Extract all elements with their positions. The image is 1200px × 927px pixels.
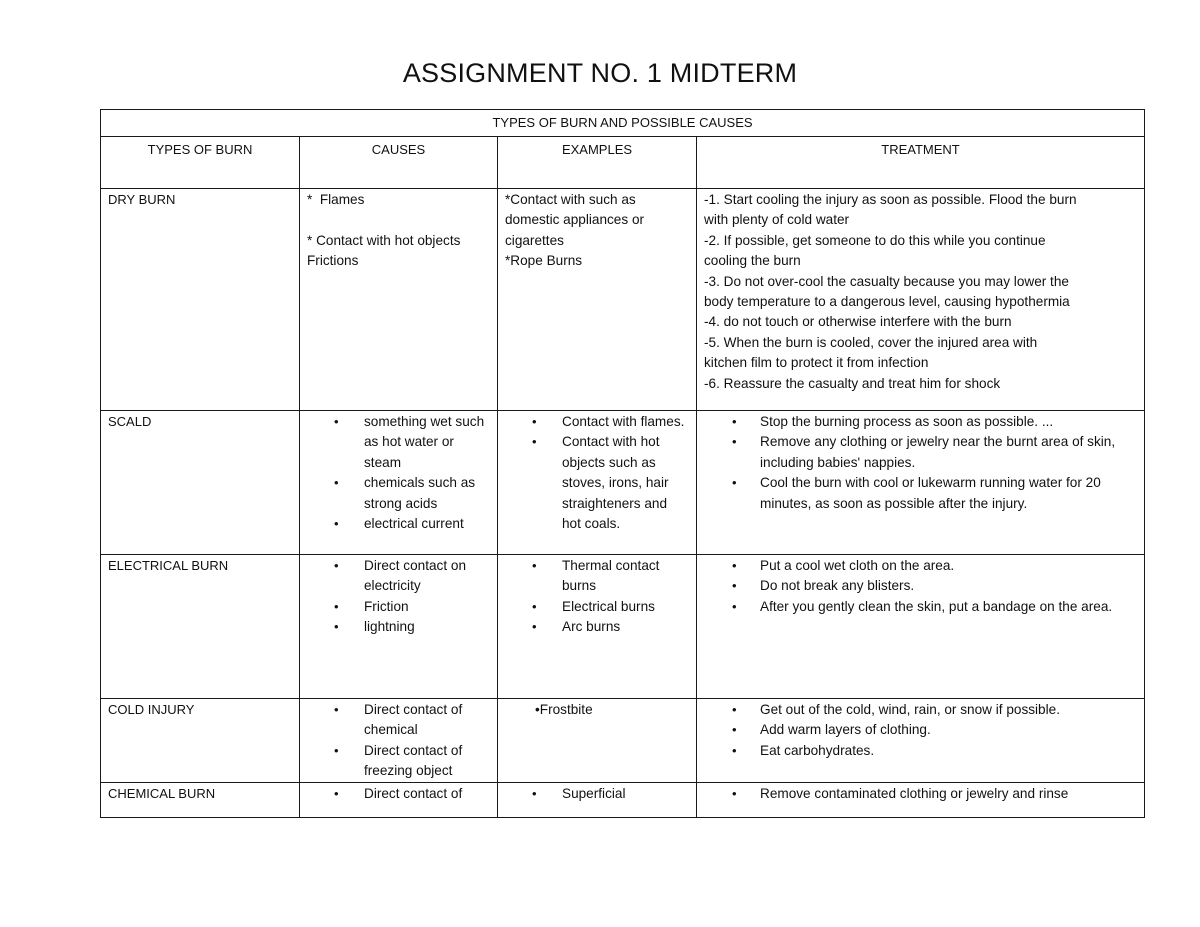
- treatment-line: -2. If possible, get someone to do this while you continue: [704, 232, 1046, 248]
- examples-list: [505, 556, 689, 638]
- treatment-cell: [697, 782, 1145, 817]
- bullet-icon: •: [732, 558, 737, 573]
- treatment-cell: [697, 555, 1145, 699]
- bullet-icon: •: [532, 434, 537, 450]
- table-row-cold-injury: [101, 699, 1145, 783]
- list-item: [505, 597, 689, 617]
- treatment-cell: [697, 699, 1145, 783]
- list-item: [307, 412, 490, 473]
- list-item-text: Arc burns: [562, 619, 621, 635]
- table-caption-row: [101, 110, 1145, 137]
- causes-list: [307, 700, 490, 782]
- list-item-text: Contact with flames.: [562, 414, 685, 429]
- list-item: [704, 473, 1137, 514]
- treatment-line: -5. When the burn is cooled, cover the injured area with: [704, 334, 1038, 350]
- bullet-icon: •: [334, 475, 339, 491]
- list-item: [704, 784, 1137, 804]
- treatment-list: [704, 784, 1137, 804]
- burn-type-label: COLD INJURY: [108, 702, 195, 717]
- bullet-icon: •: [532, 598, 537, 614]
- header-types-of-burn: TYPES OF BURN: [101, 137, 300, 189]
- cause-line: * Contact with hot objects: [307, 232, 461, 248]
- treatment-line: -6. Reassure the casualty and treat him for shock: [704, 375, 1001, 391]
- treatment-list: [704, 700, 1137, 761]
- causes-list: [307, 412, 490, 534]
- burn-type-cell: [101, 555, 300, 699]
- list-item: [704, 556, 1137, 576]
- causes-cell: [300, 555, 498, 699]
- treatment-list: [704, 556, 1137, 617]
- causes-cell: [300, 782, 498, 817]
- list-item: [307, 741, 490, 782]
- causes-list: [307, 556, 490, 638]
- example-line: cigarettes: [505, 232, 564, 248]
- list-item-text: Contact with hot objects such as stoves, irons, hair straighteners and hot coals.: [562, 434, 669, 532]
- list-item-text: After you gently clean the skin, put a bandage on the area.: [760, 598, 1113, 614]
- table-caption: TYPES OF BURN AND POSSIBLE CAUSES: [101, 110, 1145, 137]
- burn-type-label: SCALD: [108, 414, 152, 429]
- examples-cell: [498, 699, 697, 783]
- cause-line: [307, 210, 490, 230]
- bullet-icon: •: [334, 516, 339, 532]
- list-item: [704, 432, 1137, 473]
- table-header-row: [101, 137, 1145, 189]
- burn-type-cell: [101, 189, 300, 411]
- bullet-icon: •: [532, 785, 537, 801]
- bullet-icon: •: [532, 414, 537, 429]
- list-item-text: lightning: [364, 619, 415, 635]
- burn-type-cell: [101, 411, 300, 555]
- bullet-icon: •: [732, 598, 737, 614]
- example-line: *Rope Burns: [505, 253, 583, 269]
- causes-list: [307, 784, 490, 804]
- burn-type-label: ELECTRICAL BURN: [108, 558, 229, 573]
- examples-cell: [498, 555, 697, 699]
- bullet-icon: •: [732, 702, 737, 717]
- causes-cell: [300, 189, 498, 411]
- list-item-text: Superficial: [562, 785, 626, 801]
- list-item: [704, 720, 1137, 740]
- treatment-line: with plenty of cold water: [704, 212, 850, 228]
- cause-line: Frictions: [307, 253, 359, 269]
- burn-types-table: [100, 109, 1145, 818]
- treatment-cell: [697, 189, 1145, 411]
- burn-type-cell: [101, 699, 300, 783]
- list-item-text: Remove any clothing or jewelry near the burnt area of skin, including babies' nappies.: [760, 434, 1116, 470]
- treatment-line: kitchen film to protect it from infection: [704, 355, 929, 371]
- list-item: [307, 473, 490, 514]
- bullet-icon: •: [334, 414, 339, 429]
- list-item-text: Direct contact of freezing object: [364, 742, 463, 779]
- treatment-line: -1. Start cooling the injury as soon as possible. Flood the burn: [704, 192, 1077, 207]
- list-item-text: Put a cool wet cloth on the area.: [760, 558, 955, 573]
- bullet-icon: •: [334, 619, 339, 635]
- examples-cell: [498, 411, 697, 555]
- list-item: [505, 556, 689, 597]
- bullet-icon: •: [732, 742, 737, 758]
- header-causes: CAUSES: [300, 137, 498, 189]
- treatment-cell: [697, 411, 1145, 555]
- list-item-text: chemicals such as strong acids: [364, 475, 476, 511]
- list-item: [704, 412, 1137, 432]
- cause-line: * Flames: [307, 192, 365, 207]
- list-item-text: Eat carbohydrates.: [760, 742, 875, 758]
- table-row-scald: [101, 411, 1145, 555]
- examples-cell: [498, 782, 697, 817]
- bullet-icon: •: [732, 722, 737, 738]
- list-item-text: Remove contaminated clothing or jewelry and rinse: [760, 785, 1069, 801]
- list-item: [505, 412, 689, 432]
- list-item: [307, 617, 490, 637]
- page-title: ASSIGNMENT NO. 1 MIDTERM: [402, 58, 798, 88]
- bullet-icon: •: [532, 619, 537, 635]
- list-item-text: Direct contact on electricity: [364, 558, 466, 594]
- header-treatment: TREATMENT: [697, 137, 1145, 189]
- bullet-icon: •: [732, 475, 737, 491]
- treatment-list: [704, 412, 1137, 514]
- list-item-text: electrical current: [364, 516, 464, 532]
- treatment-line: -4. do not touch or otherwise interfere with the burn: [704, 314, 1012, 330]
- examples-list: [505, 784, 689, 804]
- list-item: [505, 784, 689, 804]
- example-line: domestic appliances or: [505, 212, 645, 228]
- header-examples: EXAMPLES: [498, 137, 697, 189]
- list-item: [307, 784, 490, 804]
- list-item: [505, 432, 689, 534]
- bullet-icon: •: [334, 785, 339, 801]
- list-item-text: Direct contact of: [364, 785, 463, 801]
- list-item: [307, 597, 490, 617]
- table-row-chemical-burn: [101, 782, 1145, 817]
- list-item-text: Electrical burns: [562, 598, 655, 614]
- table-row-dry-burn: [101, 189, 1145, 411]
- bullet-icon: •: [732, 785, 737, 801]
- list-item: [307, 556, 490, 597]
- list-item: [704, 576, 1137, 596]
- list-item-text: Add warm layers of clothing.: [760, 722, 931, 738]
- example-line: •Frostbite: [535, 702, 593, 717]
- bullet-icon: •: [334, 742, 339, 758]
- causes-cell: [300, 699, 498, 783]
- list-item: [704, 741, 1137, 761]
- list-item-text: Cool the burn with cool or lukewarm running water for 20 minutes, as soon as possible after the injury.: [760, 475, 1101, 511]
- list-item-text: Do not break any blisters.: [760, 578, 915, 594]
- burn-type-cell: [101, 782, 300, 817]
- list-item: [505, 617, 689, 637]
- bullet-icon: •: [334, 558, 339, 573]
- list-item-text: Stop the burning process as soon as possible. ...: [760, 414, 1054, 429]
- bullet-icon: •: [532, 558, 537, 573]
- list-item-text: Friction: [364, 598, 409, 614]
- table-row-electrical-burn: [101, 555, 1145, 699]
- list-item: [307, 514, 490, 534]
- bullet-icon: •: [732, 578, 737, 594]
- bullet-icon: •: [334, 702, 339, 717]
- examples-cell: [498, 189, 697, 411]
- list-item: [307, 700, 490, 741]
- example-line: *Contact with such as: [505, 192, 636, 207]
- causes-cell: [300, 411, 498, 555]
- examples-list: [505, 412, 689, 534]
- list-item-text: Direct contact of chemical: [364, 702, 463, 738]
- treatment-line: cooling the burn: [704, 253, 801, 269]
- treatment-line: body temperature to a dangerous level, causing hypothermia: [704, 294, 1070, 310]
- bullet-icon: •: [334, 598, 339, 614]
- burn-type-label: DRY BURN: [108, 192, 176, 207]
- list-item-text: Thermal contact burns: [562, 558, 660, 594]
- list-item: [704, 597, 1137, 617]
- bullet-icon: •: [732, 434, 737, 450]
- list-item-text: Get out of the cold, wind, rain, or snow if possible.: [760, 702, 1060, 717]
- bullet-icon: •: [732, 414, 737, 429]
- treatment-line: -3. Do not over-cool the casualty because you may lower the: [704, 273, 1069, 289]
- burn-type-label: CHEMICAL BURN: [108, 785, 216, 801]
- list-item: [704, 700, 1137, 720]
- list-item-text: something wet such as hot water or steam: [364, 414, 485, 470]
